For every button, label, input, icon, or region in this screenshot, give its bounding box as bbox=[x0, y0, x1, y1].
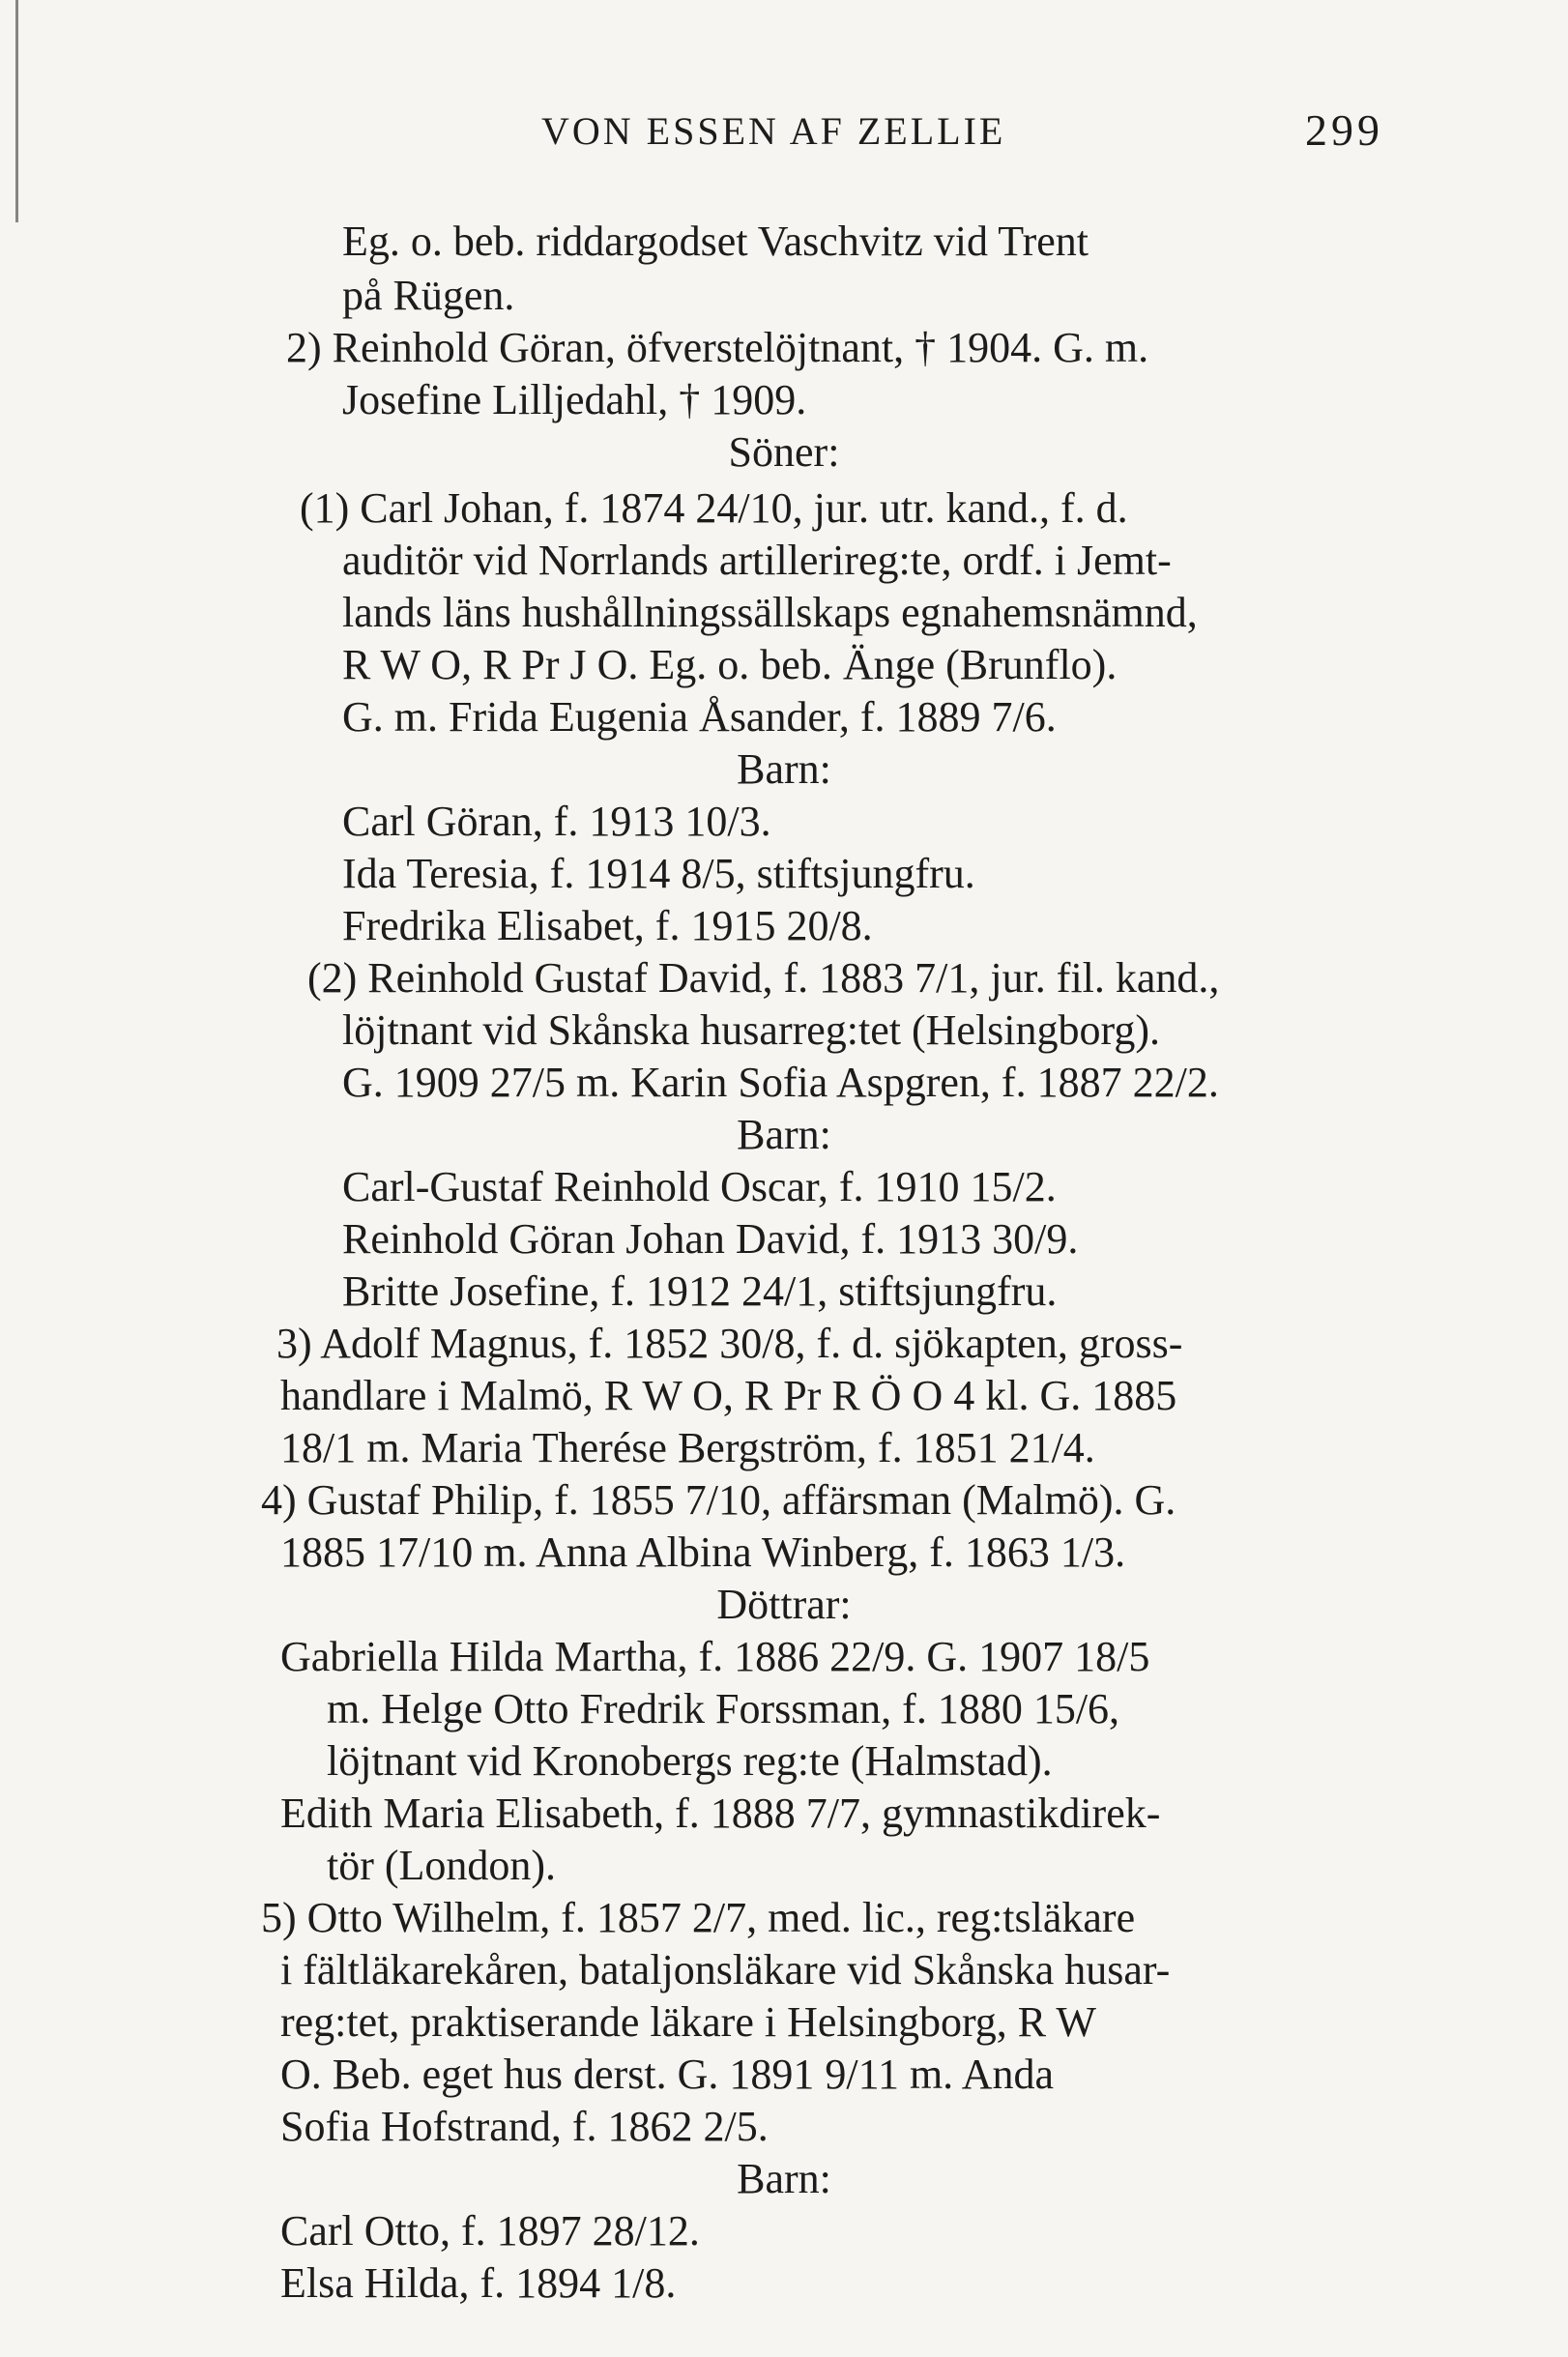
text-line: G. m. Frida Eugenia Åsander, f. 1889 7/6. bbox=[342, 693, 1057, 741]
text-line: (2) Reinhold Gustaf David, f. 1883 7/1, jur. fil. kand., bbox=[307, 954, 1220, 1002]
page-header bbox=[0, 105, 1568, 166]
text-line: löjtnant vid Skånska husarreg:tet (Helsingborg). bbox=[342, 1006, 1161, 1054]
text-line: 2) Reinhold Göran, öfverstelöjtnant, † 1904. G. m. bbox=[286, 324, 1149, 371]
running-title: VON ESSEN AF ZELLIE bbox=[541, 109, 1006, 153]
text-line: Gabriella Hilda Martha, f. 1886 22/9. G. 1907 18/5 bbox=[280, 1633, 1150, 1680]
text-line: Elsa Hilda, f. 1894 1/8. bbox=[280, 2259, 677, 2307]
text-line: Britte Josefine, f. 1912 24/1, stiftsjungfru. bbox=[342, 1267, 1058, 1315]
text-line: på Rügen. bbox=[342, 272, 515, 319]
text-line: Carl Otto, f. 1897 28/12. bbox=[280, 2207, 700, 2255]
text-line: 5) Otto Wilhelm, f. 1857 2/7, med. lic., reg:tsläkare bbox=[261, 1894, 1136, 1941]
text-line: Eg. o. beb. riddargodset Vaschvitz vid Trent bbox=[342, 218, 1089, 265]
text-line: Carl-Gustaf Reinhold Oscar, f. 1910 15/2. bbox=[342, 1163, 1057, 1210]
text-line: G. 1909 27/5 m. Karin Sofia Aspgren, f. 1887 22/2. bbox=[342, 1059, 1219, 1106]
text-line: 1885 17/10 m. Anna Albina Winberg, f. 1863 1/3. bbox=[280, 1528, 1126, 1576]
section-heading: Döttrar: bbox=[716, 1581, 852, 1628]
text-line: löjtnant vid Kronobergs reg:te (Halmstad). bbox=[327, 1737, 1053, 1785]
text-line: R W O, R Pr J O. Eg. o. beb. Änge (Brunflo). bbox=[342, 641, 1118, 688]
text-line: auditör vid Norrlands artillerireg:te, ordf. i Jemt- bbox=[342, 537, 1172, 584]
text-line: Fredrika Elisabet, f. 1915 20/8. bbox=[342, 902, 873, 949]
text-line: reg:tet, praktiserande läkare i Helsingborg, R W bbox=[280, 1998, 1096, 2046]
text-line: Josefine Lilljedahl, † 1909. bbox=[342, 376, 807, 423]
text-line: i fältläkarekåren, bataljonsläkare vid Skånska husar- bbox=[280, 1946, 1171, 1993]
text-line: (1) Carl Johan, f. 1874 24/10, jur. utr. kand., f. d. bbox=[300, 484, 1128, 532]
section-heading: Söner: bbox=[728, 428, 840, 476]
text-line: tör (London). bbox=[327, 1842, 557, 1889]
section-heading: Barn: bbox=[737, 1111, 831, 1158]
section-heading: Barn: bbox=[737, 745, 831, 793]
text-line: Edith Maria Elisabeth, f. 1888 7/7, gymnastikdirek- bbox=[280, 1790, 1161, 1837]
text-line: O. Beb. eget hus derst. G. 1891 9/11 m. Anda bbox=[280, 2051, 1055, 2098]
text-line: 3) Adolf Magnus, f. 1852 30/8, f. d. sjökapten, gross- bbox=[276, 1320, 1183, 1367]
text-line: Sofia Hofstrand, f. 1862 2/5. bbox=[280, 2103, 769, 2150]
text-line: Reinhold Göran Johan David, f. 1913 30/9. bbox=[342, 1215, 1079, 1263]
page-number: 299 bbox=[1305, 105, 1383, 155]
text-line: handlare i Malmö, R W O, R Pr R Ö O 4 kl. G. 1885 bbox=[280, 1372, 1177, 1419]
text-line: Carl Göran, f. 1913 10/3. bbox=[342, 798, 771, 845]
text-line: lands läns hushållningssällskaps egnahemsnämnd, bbox=[342, 589, 1198, 636]
text-line: 4) Gustaf Philip, f. 1855 7/10, affärsman (Malmö). G. bbox=[261, 1476, 1176, 1524]
text-line: m. Helge Otto Fredrik Forssman, f. 1880 15/6, bbox=[327, 1685, 1120, 1732]
text-line: Ida Teresia, f. 1914 8/5, stiftsjungfru. bbox=[342, 850, 975, 897]
section-heading: Barn: bbox=[737, 2155, 831, 2202]
text-line: 18/1 m. Maria Therése Bergström, f. 1851 21/4. bbox=[280, 1424, 1095, 1471]
